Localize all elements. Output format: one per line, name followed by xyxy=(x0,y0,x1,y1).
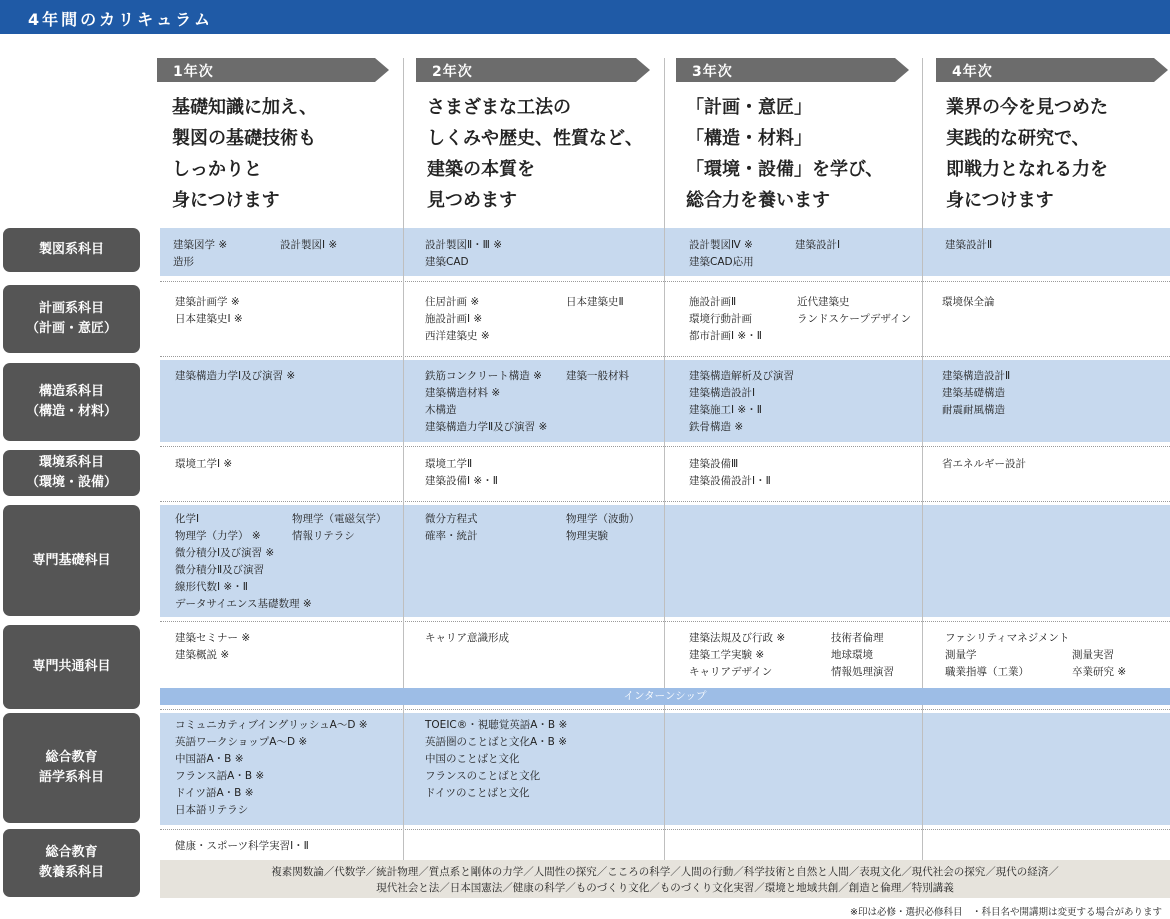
general-courses-line: 複素関数論／代数学／統計物理／質点系と剛体の力学／人間性の探究／こころの科学／人間の行動／科学技術と自然と人間／表現文化／現代社会の探究／現代の経済／ xyxy=(271,866,1059,878)
row-label-seizu: 製図系科目 xyxy=(3,228,140,272)
course-list: 省エネルギー設計 xyxy=(942,458,1026,470)
general-courses-box xyxy=(160,860,1170,898)
course-list: 建築設備Ⅲ 建築設備設計Ⅰ・Ⅱ xyxy=(689,458,771,487)
course-list: 建築セミナー ※ 建築概説 ※ xyxy=(175,632,251,661)
course-list: 建築構造解析及び演習 建築構造設計Ⅰ 建築施工Ⅰ ※・Ⅱ 鉄骨構造 ※ xyxy=(689,370,794,433)
year-3-lead: 「計画・意匠」 「構造・材料」 「環境・設備」を学び、 総合力を養います xyxy=(686,97,884,211)
year-label: 3年次 xyxy=(692,64,733,80)
course-list: 環境保全論 xyxy=(942,296,995,308)
row-label-senmon-kyoutsu: 専門共通科目 xyxy=(3,625,140,709)
footnote: ※印は必修・選択必修科目 ・科目名や開講期は変更する場合があります xyxy=(850,907,1162,918)
course-list: 建築一般材料 xyxy=(566,370,629,382)
course-list: 健康・スポーツ科学実習Ⅰ・Ⅱ xyxy=(175,840,309,852)
course-list: 建築設計Ⅱ xyxy=(945,239,993,251)
page-title: 4年間のカリキュラム xyxy=(28,10,213,29)
year-2-lead: さまざまな工法の しくみや歴史、性質など、 建築の本質を 見つめます xyxy=(427,97,643,211)
row-label-keikaku: 計画系科目 （計画・意匠） xyxy=(3,285,140,353)
course-list: 設計製図Ⅰ ※ xyxy=(280,239,338,251)
course-list: 建築設計Ⅰ xyxy=(795,239,841,251)
title-bar xyxy=(0,0,1170,34)
course-list: 施設計画Ⅱ 環境行動計画 都市計画Ⅰ ※・Ⅱ xyxy=(689,296,762,342)
course-list: 設計製図Ⅱ・Ⅲ ※ 建築CAD xyxy=(425,239,503,268)
course-list: 日本建築史Ⅱ xyxy=(566,296,624,308)
row-divider xyxy=(160,446,1170,447)
row-bg-kouzou xyxy=(160,360,1170,442)
course-list: 化学Ⅰ 物理学（力学） ※ 微分積分Ⅰ及び演習 ※ 微分積分Ⅱ及び演習 線形代数Ⅰ ※・Ⅱ データサイエンス基礎数理 ※ xyxy=(175,513,312,610)
column-divider xyxy=(922,58,923,898)
row-divider xyxy=(160,281,1170,282)
row-divider xyxy=(160,356,1170,357)
course-list: 環境工学Ⅰ ※ xyxy=(175,458,233,470)
row-divider xyxy=(160,621,1170,622)
course-list: TOEIC®・視聴覚英語A・B ※ 英語圏のことばと文化A・B ※ 中国のことばと文化 フランスのことばと文化 ドイツのことばと文化 xyxy=(425,719,568,799)
course-list: 住居計画 ※ 施設計画Ⅰ ※ 西洋建築史 ※ xyxy=(425,296,490,342)
course-list: 建築構造設計Ⅱ 建築基礎構造 耐震耐風構造 xyxy=(942,370,1011,416)
course-list: ファシリティマネジメント 測量学 職業指導（工業） xyxy=(945,632,1070,678)
row-label-kyouyou: 総合教育 教養系科目 xyxy=(3,829,140,897)
internship-bar xyxy=(160,688,1170,705)
column-divider xyxy=(664,58,665,898)
year-label: 1年次 xyxy=(173,64,214,80)
row-label-kankyou: 環境系科目 （環境・設備） xyxy=(3,450,140,496)
year-label: 2年次 xyxy=(432,64,473,80)
course-list: 建築図学 ※ 造形 xyxy=(173,239,228,268)
course-list: 微分方程式 確率・統計 xyxy=(425,513,478,542)
year-label: 4年次 xyxy=(952,64,993,80)
course-list: 鉄筋コンクリート構造 ※ 建築構造材料 ※ 木構造 建築構造力学Ⅱ及び演習 ※ xyxy=(425,370,548,433)
year-header-2 xyxy=(416,58,650,82)
year-header-3 xyxy=(676,58,909,82)
course-list: キャリア意識形成 xyxy=(425,632,509,644)
row-label-senmon-kiso: 専門基礎科目 xyxy=(3,505,140,616)
course-list: 建築法規及び行政 ※ 建築工学実験 ※ キャリアデザイン xyxy=(689,632,786,678)
year-header-1 xyxy=(157,58,389,82)
course-list: 測量実習 卒業研究 ※ xyxy=(1072,649,1127,678)
course-list: 物理学（電磁気学） 情報リテラシ xyxy=(292,513,387,542)
course-list: 技術者倫理 地球環境 情報処理演習 xyxy=(831,632,894,678)
course-list: 環境工学Ⅱ 建築設備Ⅰ ※・Ⅱ xyxy=(425,458,498,487)
course-list: 物理学（波動） 物理実験 xyxy=(566,513,640,542)
course-list: 建築構造力学Ⅰ及び演習 ※ xyxy=(175,370,296,382)
row-divider xyxy=(160,829,1170,830)
course-list: 設計製図Ⅳ ※ 建築CAD応用 xyxy=(689,239,754,268)
course-list: 建築計画学 ※ 日本建築史Ⅰ ※ xyxy=(175,296,243,325)
year-header-4 xyxy=(936,58,1168,82)
general-courses-line: 現代社会と法／日本国憲法／健康の科学／ものづくり文化／ものづくり文化実習／環境と地域共創／創造と倫理／特別講義 xyxy=(376,882,954,894)
row-label-gogaku: 総合教育 語学系科目 xyxy=(3,713,140,823)
row-label-kouzou: 構造系科目 （構造・材料） xyxy=(3,363,140,441)
column-divider xyxy=(403,58,404,898)
row-divider xyxy=(160,501,1170,502)
year-4-lead: 業界の今を見つめた 実践的な研究で、 即戦力となれる力を 身につけます xyxy=(946,97,1108,211)
course-list: 近代建築史 ランドスケープデザイン xyxy=(797,296,912,325)
row-bg-keikaku xyxy=(160,285,1170,353)
row-divider xyxy=(160,709,1170,710)
year-1-lead: 基礎知識に加え、 製図の基礎技術も しっかりと 身につけます xyxy=(172,97,318,211)
internship-label: インターンシップ xyxy=(623,690,707,702)
course-list: コミュニカティブイングリッシュA～D ※ 英語ワークショップA～D ※ 中国語A・B ※ フランス語A・B ※ ドイツ語A・B ※ 日本語リテラシ xyxy=(175,719,368,816)
